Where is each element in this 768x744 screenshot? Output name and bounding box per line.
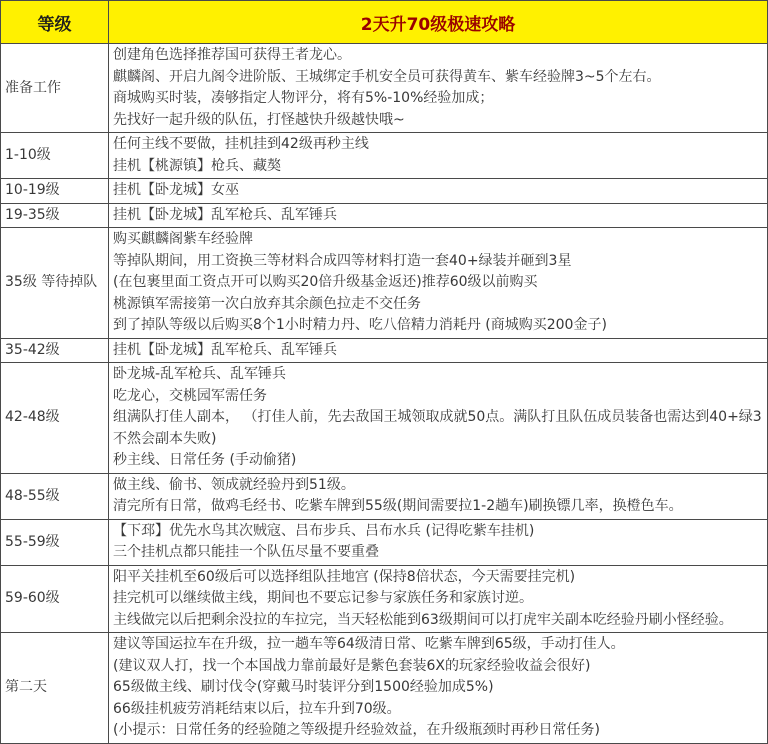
guide-cell <box>109 44 768 133</box>
guide-line: 到了掉队等级以后购买8个1小时精力丹、吃八倍精力消耗丹 (商城购买200金子) <box>113 317 607 333</box>
level-cell: 59-60级 <box>1 565 109 633</box>
table-header-row <box>1 1 768 44</box>
guide-line: 挂机【卧龙城】乱军枪兵、乱军锤兵 <box>113 341 337 358</box>
guide-line: 清完所有日常，做鸡毛经书、吃紫车牌到55级(期间需要拉1-2趟车)刷换镖几率，换橙色车。 <box>113 498 683 514</box>
guide-line: 三个挂机点都只能挂一个队伍尽量不要重叠 <box>113 544 379 560</box>
table-row-day2 <box>1 633 768 744</box>
guide-line: 挂机【卧龙城】乱军枪兵、乱军锤兵 <box>113 206 337 223</box>
guide-cell <box>109 473 768 519</box>
guide-line: (小提示：日常任务的经验随之等级提升经验效益，在升级瓶颈时再秒日常任务) <box>113 722 600 738</box>
level-cell: 准备工作 <box>1 44 109 133</box>
guide-cell <box>109 363 768 474</box>
table-row-35-wait <box>1 228 768 339</box>
guide-line: 挂机【卧龙城】女巫 <box>113 182 239 198</box>
guide-line: (在包裹里面工资点开可以购买20倍升级基金返还)推荐60级以前购买 <box>113 274 538 290</box>
guide-line: 先找好一起升级的队伍，打怪越快升级越快哦~ <box>113 111 405 128</box>
guide-line: 建议等国运拉车在升级，拉一趟车等64级清日常、吃紫车牌到65级，手动打佳人。 <box>113 636 625 652</box>
guide-line: 做主线、偷书、领成就经验丹到51级。 <box>113 476 355 493</box>
table-row-35-42 <box>1 338 768 363</box>
level-cell: 55-59级 <box>1 519 109 565</box>
guide-line: 桃源镇军需接第一次白放弃其余颜色拉走不交任务 <box>113 295 421 312</box>
guide-line: (建议双人打，找一个本国战力靠前最好是紫色套装6X的玩家经验收益会很好) <box>113 657 591 674</box>
guide-line: 组满队打佳人副本， （打佳人前，先去敌国王城领取成就50点。满队打且队伍成员装备也需达到40+绿3不然会副本失败) <box>113 409 762 447</box>
table-row-48-55 <box>1 473 768 519</box>
table-row-preparation <box>1 44 768 133</box>
guide-cell <box>109 338 768 363</box>
guide-line: 麒麟阁、开启九阁令进阶版、王城绑定手机安全员可获得黄车、紫车经验牌3~5个左右。 <box>113 68 661 85</box>
guide-cell <box>109 633 768 744</box>
guide-line: 【下邳】优先水鸟其次贼寇、吕布步兵、吕布水兵 (记得吃紫车挂机) <box>113 522 535 539</box>
table-row-1-10 <box>1 133 768 179</box>
table-row-42-48 <box>1 363 768 474</box>
guide-line: 主线做完以后把剩余没拉的车拉完，当天轻松能到63级期间可以打虎牢关副本吃经验丹刷小怪经验。 <box>113 611 733 628</box>
level-cell: 48-55级 <box>1 473 109 519</box>
guide-cell <box>109 228 768 339</box>
guide-cell <box>109 133 768 179</box>
page-title: 2天升70级极速攻略 <box>109 1 768 44</box>
guide-cell <box>109 519 768 565</box>
table-row-10-19 <box>1 179 768 204</box>
table-row-19-35 <box>1 203 768 228</box>
table-row-59-60 <box>1 565 768 633</box>
guide-line: 商城购买时装，凑够指定人物评分，将有5%-10%经验加成； <box>113 90 494 106</box>
level-cell: 1-10级 <box>1 133 109 179</box>
guide-line: 创建角色选择推荐国可获得王者龙心。 <box>113 47 351 63</box>
guide-line: 购买麒麟阁紫车经验牌 <box>113 231 253 247</box>
guide-cell <box>109 179 768 204</box>
guide-line: 阳平关挂机至60级后可以选择组队挂地宫 (保持8倍状态，今天需要挂完机) <box>113 568 576 585</box>
level-cell: 35级 等待掉队 <box>1 228 109 339</box>
guide-line: 65级做主线、刷讨伐令(穿戴马时装评分到1500经验加成5%) <box>113 679 494 695</box>
guide-cell <box>109 565 768 633</box>
guide-line: 任何主线不要做，挂机挂到42级再秒主线 <box>113 136 369 152</box>
level-cell: 42-48级 <box>1 363 109 474</box>
level-cell: 第二天 <box>1 633 109 744</box>
guide-line: 66级挂机疲劳消耗结束以后，拉车升到70级。 <box>113 700 401 717</box>
guide-cell <box>109 203 768 228</box>
guide-line: 秒主线、日常任务 (手动偷猪) <box>113 452 297 468</box>
level-cell: 10-19级 <box>1 179 109 204</box>
level-cell: 19-35级 <box>1 203 109 228</box>
table-row-55-59 <box>1 519 768 565</box>
level-cell: 35-42级 <box>1 338 109 363</box>
header-level-column: 等级 <box>1 1 109 44</box>
guide-line: 吃龙心，交桃园军需任务 <box>113 387 267 404</box>
guide-line: 挂机【桃源镇】枪兵、藏獒 <box>113 157 281 174</box>
guide-line: 等掉队期间，用工资换三等材料合成四等材料打造一套40+绿装并砸到3星 <box>113 252 572 269</box>
guide-line: 卧龙城-乱军枪兵、乱军锤兵 <box>113 366 287 382</box>
guide-line: 挂完机可以继续做主线，期间也不要忘记参与家族任务和家族讨逆。 <box>113 590 533 606</box>
